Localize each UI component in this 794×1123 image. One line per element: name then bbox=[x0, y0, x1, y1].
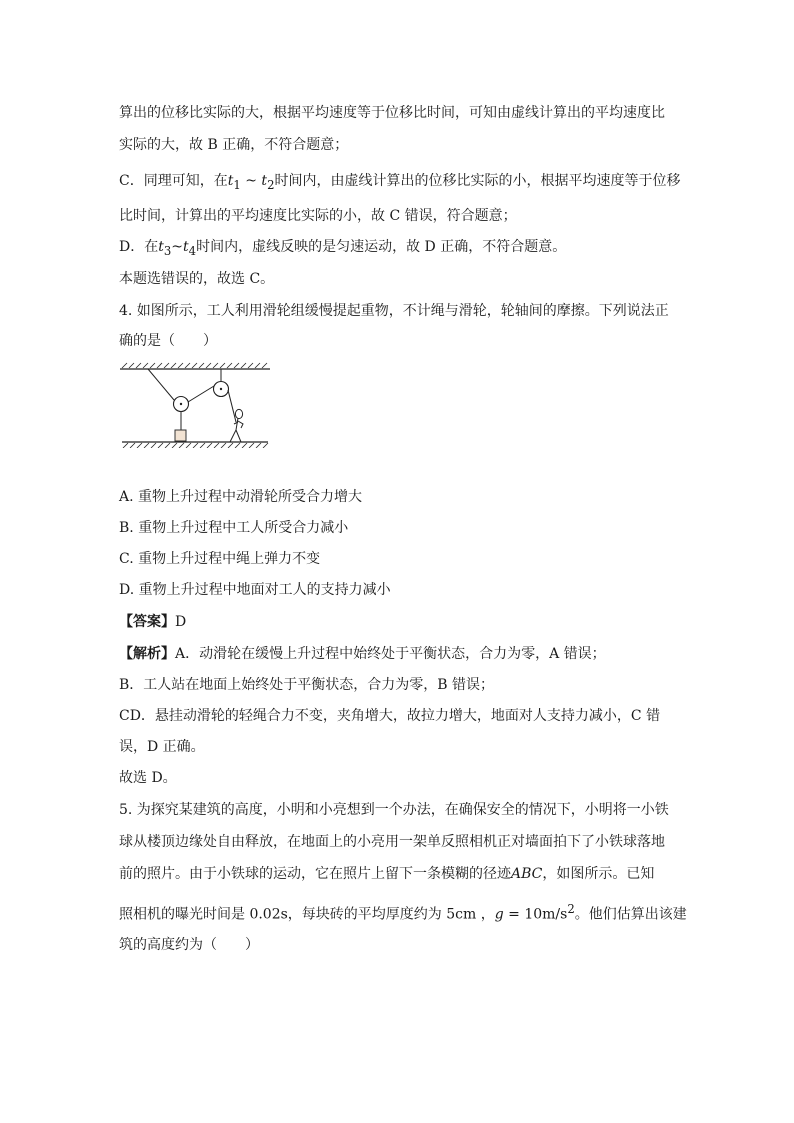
text-line: 比时间，计算出的平均速度比实际的小，故 C 错误，符合题意； bbox=[119, 208, 517, 224]
worker-figure bbox=[230, 409, 243, 442]
variable-t: t bbox=[261, 173, 268, 189]
analysis-line: 故选 D。 bbox=[119, 770, 177, 786]
question-4-line-2: 确的是（ ） bbox=[119, 333, 217, 349]
variable-t: t bbox=[158, 239, 164, 255]
variable-abc: ABC bbox=[511, 866, 543, 882]
conclusion-line: 本题选错误的，故选 C。 bbox=[119, 271, 275, 287]
superscript: 2 bbox=[567, 902, 575, 916]
answer-label: 【答案】 bbox=[119, 614, 175, 630]
rope bbox=[228, 390, 236, 422]
question-5-line-3 bbox=[119, 864, 679, 884]
variable-g: g bbox=[494, 906, 504, 923]
text-span: = 10m/s bbox=[503, 906, 568, 923]
question-5-line-2: 球从楼顶边缘处自由释放，在地面上的小亮用一架单反照相机正对墙面拍下了小铁球落地 bbox=[119, 834, 665, 850]
tilde: ~ bbox=[240, 173, 262, 189]
option-a: A. 重物上升过程中动滑轮所受合力增大 bbox=[119, 489, 363, 505]
text-span: C．同理可知，在 bbox=[119, 173, 228, 189]
text-span: 时间内，由虚线计算出的位移比实际的小，根据平均速度等于位移 bbox=[274, 173, 681, 189]
subscript: 3 bbox=[163, 243, 172, 258]
question-5-line-1: 5. 为探究某建筑的高度，小明和小亮想到一个办法，在确保安全的情况下，小明将一小铁 bbox=[119, 802, 669, 818]
analysis-line: 误，D 正确。 bbox=[119, 739, 205, 755]
text-line: 实际的大，故 B 正确，不符合题意； bbox=[119, 137, 349, 153]
text-line: 算出的位移比实际的大，根据平均速度等于位移比时间，可知由虚线计算出的平均速度比 bbox=[119, 105, 665, 121]
answer-value: D bbox=[175, 614, 187, 630]
text-span: ，如图所示。已知 bbox=[542, 866, 655, 882]
pulley-axle bbox=[180, 403, 182, 405]
answer-line bbox=[119, 612, 679, 632]
variable-t: t bbox=[183, 239, 189, 255]
ceiling-hatch bbox=[122, 363, 267, 368]
text-span: 时间内，虚线反映的是匀速运动，故 D 正确，不符合题意。 bbox=[196, 239, 567, 255]
analysis-line bbox=[119, 644, 679, 664]
question-4-line-1: 4. 如图所示，工人利用滑轮组缓慢提起重物，不计绳与滑轮，轮轴间的摩擦。下列说法正 bbox=[119, 303, 669, 319]
rope bbox=[188, 386, 214, 402]
solution-d-line bbox=[119, 237, 679, 261]
analysis-text: A．动滑轮在缓慢上升过程中始终处于平衡状态，合力为零，A 错误； bbox=[175, 646, 606, 662]
analysis-line: B．工人站在地面上始终处于平衡状态，合力为零，B 错误； bbox=[119, 677, 495, 693]
text-span: 。他们估算出该建 bbox=[574, 906, 687, 923]
question-5-line-4 bbox=[119, 899, 687, 925]
tilde: ~ bbox=[171, 239, 184, 255]
text-span: 照相机的曝光时间是 0.02s，每块砖的平均厚度约为 5cm ， bbox=[119, 906, 495, 923]
subscript: 2 bbox=[267, 177, 275, 192]
subscript: 4 bbox=[188, 243, 197, 258]
analysis-line: CD．悬挂动滑轮的轻绳合力不变，夹角增大，故拉力增大，地面对人支持力减小，C 错 bbox=[119, 708, 661, 724]
analysis-label: 【解析】 bbox=[119, 646, 175, 662]
option-b: B. 重物上升过程中工人所受合力减小 bbox=[119, 520, 349, 536]
solution-c-line bbox=[119, 171, 679, 195]
subscript: 1 bbox=[233, 177, 241, 192]
weight-block bbox=[175, 430, 186, 441]
pulley-axle bbox=[220, 388, 222, 390]
text-span: D．在 bbox=[119, 239, 159, 255]
option-d: D. 重物上升过程中地面对工人的支持力减小 bbox=[119, 582, 391, 598]
text-span: 前的照片。由于小铁球的运动，它在照片上留下一条模糊的径迹 bbox=[119, 866, 511, 882]
rope bbox=[148, 369, 174, 400]
question-5-line-5: 筑的高度约为（ ） bbox=[119, 937, 259, 953]
variable-t: t bbox=[227, 173, 234, 189]
floor-hatch bbox=[123, 443, 268, 448]
pulley-diagram bbox=[118, 362, 273, 448]
option-c: C. 重物上升过程中绳上弹力不变 bbox=[119, 551, 321, 567]
